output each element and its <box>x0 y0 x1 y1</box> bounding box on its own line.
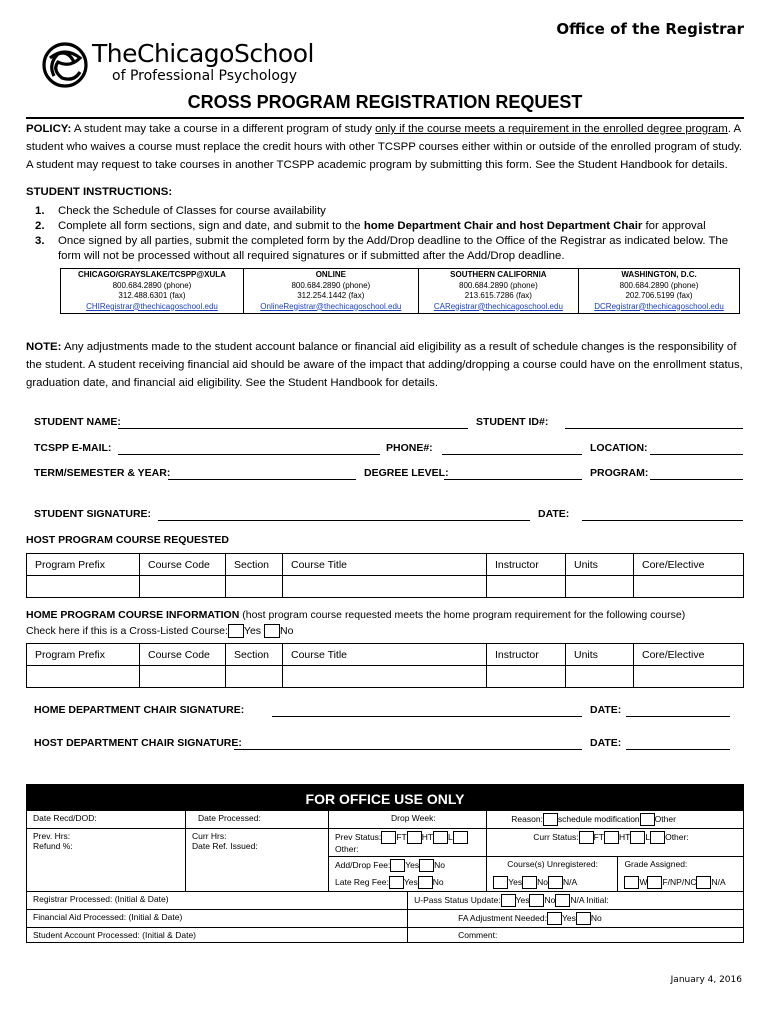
column-header: Course Title <box>283 644 487 666</box>
program-label: PROGRAM: <box>590 467 649 479</box>
date-recd-label: Date Recd/DOD: <box>33 813 97 823</box>
table-row <box>27 666 744 688</box>
form-title: CROSS PROGRAM REGISTRATION REQUEST <box>187 92 583 112</box>
contact-name: SOUTHERN CALIFORNIA <box>450 270 547 279</box>
prev-hrs-label: Prev. Hrs: <box>33 831 71 841</box>
crosslisted-no-label: No <box>279 624 294 637</box>
prev-ht-checkbox[interactable] <box>407 831 422 844</box>
email-label: TCSPP E-MAIL: <box>34 442 112 454</box>
curr-other-checkbox[interactable] <box>650 831 665 844</box>
upass-cell <box>408 892 744 910</box>
host-course-heading: HOST PROGRAM COURSE REQUESTED <box>26 534 230 546</box>
item-text-post: for approval <box>642 220 706 232</box>
email-field[interactable] <box>118 454 380 455</box>
location-field[interactable] <box>650 454 743 455</box>
upass-initial-label: Initial: <box>586 894 609 905</box>
home-course-subtext: (host program course requested meets the home program requirement for the following course) <box>239 609 686 621</box>
grade-assigned-label: Grade Assigned: <box>624 859 688 869</box>
footer-date: January 4, 2016 <box>670 975 742 985</box>
contact-southern-california <box>418 269 578 314</box>
upass-yes-checkbox[interactable] <box>501 894 516 907</box>
home-chair-date-field[interactable] <box>626 716 730 717</box>
student-id-field[interactable] <box>565 428 743 429</box>
phone-label: PHONE#: <box>386 442 433 454</box>
input-cell[interactable] <box>634 576 744 598</box>
contact-phone: 800.684.2890 (phone) <box>459 280 538 290</box>
office-title: Office of the Registrar <box>556 20 744 38</box>
unreg-na-label: N/A <box>563 876 578 887</box>
contact-email-link[interactable]: CARegistrar@thechicagoschool.edu <box>433 301 563 311</box>
comment-cell[interactable] <box>408 928 744 943</box>
schedule-mod-label: schedule modification <box>557 813 640 824</box>
item-number: 1. <box>35 205 45 217</box>
title-divider <box>26 117 744 119</box>
add-drop-yes-label: Yes <box>405 859 420 870</box>
curr-status-label: Curr Status: <box>533 831 579 842</box>
column-header: Instructor <box>487 644 566 666</box>
student-name-label: STUDENT NAME: <box>34 416 121 428</box>
unreg-no-checkbox[interactable] <box>522 876 537 889</box>
add-drop-no-checkbox[interactable] <box>419 859 434 872</box>
input-cell[interactable] <box>27 666 140 688</box>
crosslisted-no-checkbox[interactable] <box>264 624 280 638</box>
input-cell[interactable] <box>140 666 226 688</box>
column-header: Core/Elective <box>634 644 744 666</box>
home-course-table <box>26 643 744 688</box>
prev-ht-label: HT <box>421 831 434 842</box>
fa-processed-cell[interactable] <box>27 910 408 928</box>
unreg-no-label: No <box>537 876 548 887</box>
table-header-row <box>27 644 744 666</box>
contact-name: CHICAGO/GRAYSLAKE/TCSPP@XULA <box>77 270 226 279</box>
input-cell[interactable] <box>283 666 487 688</box>
add-drop-fee-label: Add/Drop Fee: <box>335 859 391 870</box>
note-label: NOTE: <box>26 341 62 353</box>
brand-name: TheChicagoSchool <box>92 39 314 68</box>
school-logo-icon <box>40 40 90 90</box>
instructions-heading: STUDENT INSTRUCTIONS: <box>26 186 173 198</box>
home-course-heading-line <box>26 609 685 621</box>
registrar-contacts-table <box>60 268 740 314</box>
upass-no-checkbox[interactable] <box>529 894 544 907</box>
contact-fax: 312.254.1442 (fax) <box>297 291 365 300</box>
input-cell[interactable] <box>283 576 487 598</box>
add-drop-no-label: No <box>434 859 446 870</box>
contact-online <box>243 269 418 314</box>
item-number: 2. <box>35 220 45 232</box>
curr-ft-checkbox[interactable] <box>579 831 594 844</box>
instructions-list <box>26 204 746 264</box>
curr-l-label: L <box>645 831 651 842</box>
note-paragraph <box>26 338 744 392</box>
host-chair-date-label: DATE: <box>590 737 622 749</box>
item-text <box>58 219 748 234</box>
column-header: Instructor <box>487 554 566 576</box>
brand-subtitle: of Professional Psychology <box>112 68 298 84</box>
contact-fax: 202.706.5199 (fax) <box>625 291 693 300</box>
late-reg-no-checkbox[interactable] <box>418 876 433 889</box>
column-header: Course Title <box>283 554 487 576</box>
input-cell[interactable] <box>566 666 634 688</box>
curr-hrs-date-ref-cell[interactable] <box>186 829 329 892</box>
upass-na-label: N/A <box>570 894 585 905</box>
phone-field[interactable] <box>442 454 582 455</box>
fa-yes-checkbox[interactable] <box>547 912 562 925</box>
home-chair-signature-field[interactable] <box>272 716 582 717</box>
prev-l-label: L <box>448 831 453 842</box>
host-chair-date-field[interactable] <box>626 749 730 750</box>
crosslisted-yes-label: Yes <box>243 624 262 637</box>
contact-email-link[interactable]: OnlineRegistrar@thechicagoschool.edu <box>260 301 402 311</box>
upass-na-checkbox[interactable] <box>555 894 570 907</box>
registrar-processed-label: Registrar Processed: (Initial & Date) <box>33 894 169 904</box>
fa-adjust-label: FA Adjustment Needed: <box>458 912 547 923</box>
student-name-field[interactable] <box>118 428 468 429</box>
grade-w-label: W <box>639 876 648 887</box>
item-text: Once signed by all parties, submit the completed form by the Add/Drop deadline to the Office of the Registrar as indicated below. The form will not be processed without all required signatures or if submitted after the Add/Drop deadline. <box>58 235 729 262</box>
contact-name: ONLINE <box>315 270 346 279</box>
column-header: Units <box>566 554 634 576</box>
student-signature-field[interactable] <box>158 520 530 521</box>
crosslisted-yes-checkbox[interactable] <box>228 624 244 638</box>
column-header: Course Code <box>140 554 226 576</box>
input-cell[interactable] <box>140 576 226 598</box>
column-header: Section <box>226 554 283 576</box>
fa-yes-label: Yes <box>561 912 576 923</box>
crosslisted-row <box>26 624 293 638</box>
column-header: Core/Elective <box>634 554 744 576</box>
column-header: Section <box>226 644 283 666</box>
prev-status-cell <box>329 829 487 857</box>
input-cell[interactable] <box>566 576 634 598</box>
contact-fax: 312.488.6301 (fax) <box>118 291 186 300</box>
host-chair-signature-field[interactable] <box>234 749 582 750</box>
input-cell[interactable] <box>226 666 283 688</box>
sa-processed-label: Student Account Processed: (Initial & Date) <box>33 930 197 940</box>
student-signature-label: STUDENT SIGNATURE: <box>34 508 152 520</box>
refund-label: Refund %: <box>33 841 73 851</box>
curr-other-label: Other: <box>665 831 689 842</box>
prev-other-checkbox[interactable] <box>453 831 468 844</box>
degree-label: DEGREE LEVEL: <box>364 467 449 479</box>
office-use-heading: FOR OFFICE USE ONLY <box>26 784 744 810</box>
column-header: Program Prefix <box>27 644 140 666</box>
upass-label: U-Pass Status Update: <box>414 894 501 905</box>
home-course-heading: HOME PROGRAM COURSE INFORMATION <box>26 609 240 621</box>
item-text-pre: Complete all form sections, sign and date, and submit to the <box>58 220 364 232</box>
contact-chicago <box>61 269 244 314</box>
input-cell[interactable] <box>226 576 283 598</box>
item-text: Check the Schedule of Classes for course availability <box>58 205 326 217</box>
column-header: Course Code <box>140 644 226 666</box>
table-header-row <box>27 554 744 576</box>
prev-status-label: Prev Status: <box>335 831 382 842</box>
contact-phone: 800.684.2890 (phone) <box>112 280 192 290</box>
other-checkbox[interactable] <box>640 813 655 826</box>
courses-unregistered-cell <box>487 857 618 875</box>
contact-email-link[interactable]: CHIRegistrar@thechicagoschool.edu <box>86 301 218 311</box>
grade-assigned-cell <box>618 857 744 875</box>
note-text: Any adjustments made to the student account balance or financial aid eligibility as a result of schedule changes is the responsibility of the student. A student receiving financial aid should be aware of the impact that adding/dropping a course could have on the enrollment status, graduation date, and financial aid eligibility. See the Student Handbook for details. <box>26 341 743 389</box>
reason-cell <box>487 811 744 829</box>
item-text-bold: home Department Chair and host Department Chair <box>363 220 643 232</box>
grade-na-checkbox[interactable] <box>696 876 711 889</box>
drop-week-label: Drop Week: <box>391 813 436 823</box>
curr-ht-label: HT <box>619 831 631 842</box>
registrar-processed-cell[interactable] <box>27 892 408 910</box>
column-header: Program Prefix <box>27 554 140 576</box>
fa-processed-label: Financial Aid Processed: (Initial & Date) <box>33 912 183 922</box>
prev-hrs-refund-cell[interactable] <box>27 829 186 892</box>
crosslisted-label: Check here if this is a Cross-Listed Course: <box>26 624 228 637</box>
date-field[interactable] <box>582 520 743 521</box>
comment-label: Comment: <box>458 930 498 940</box>
location-label: LOCATION: <box>590 442 648 454</box>
host-chair-signature-label: HOST DEPARTMENT CHAIR SIGNATURE: <box>34 737 242 749</box>
curr-hrs-label: Curr Hrs: <box>192 831 227 841</box>
curr-status-cell <box>487 829 744 857</box>
policy-label: POLICY: <box>26 123 72 135</box>
table-row <box>27 576 744 598</box>
student-id-label: STUDENT ID#: <box>476 416 549 428</box>
contact-email-link[interactable]: DCRegistrar@thechicagoschool.edu <box>594 301 724 311</box>
curr-l-checkbox[interactable] <box>630 831 645 844</box>
date-ref-label: Date Ref. Issued: <box>192 841 258 851</box>
input-cell[interactable] <box>634 666 744 688</box>
drop-week-cell[interactable] <box>329 811 487 829</box>
prev-ft-checkbox[interactable] <box>381 831 396 844</box>
policy-text-1: A student may take a course in a different program of study <box>71 123 376 135</box>
upass-no-label: No <box>544 894 556 905</box>
grade-fnpnc-label: F/NP/NC <box>662 876 697 887</box>
add-drop-yes-checkbox[interactable] <box>390 859 405 872</box>
input-cell[interactable] <box>27 576 140 598</box>
curr-ft-label: FT <box>593 831 604 842</box>
degree-field[interactable] <box>444 479 582 480</box>
late-reg-yes-checkbox[interactable] <box>389 876 404 889</box>
other-label: Other <box>654 813 676 824</box>
policy-underlined: only if the course meets a requirement in the enrolled degree program <box>375 123 728 135</box>
unreg-na-checkbox[interactable] <box>548 876 563 889</box>
unreg-yes-label: Yes <box>508 876 523 887</box>
term-field[interactable] <box>168 479 356 480</box>
curr-ht-checkbox[interactable] <box>604 831 619 844</box>
input-cell[interactable] <box>487 666 566 688</box>
sa-processed-cell[interactable] <box>27 928 408 943</box>
policy-paragraph <box>26 120 744 174</box>
policy-text-2: . A student who waives a course must replace the credit hours with other TCSPP courses either within or outside of the enrolled program of study. A student may request to take courses in another TCSPP academic program by submitting this form. See the Student Handbook for details. <box>26 123 743 171</box>
contact-washington-dc <box>579 269 740 314</box>
date-processed-label: Date Processed: <box>198 813 261 823</box>
late-reg-no-label: No <box>432 876 444 887</box>
grade-options-cell <box>618 874 744 892</box>
home-chair-signature-label: HOME DEPARTMENT CHAIR SIGNATURE: <box>34 704 245 716</box>
home-chair-date-label: DATE: <box>590 704 622 716</box>
upass-yes-label: Yes <box>515 894 530 905</box>
term-label: TERM/SEMESTER & YEAR: <box>34 467 171 479</box>
grade-na-label: N/A <box>711 876 726 887</box>
column-header: Units <box>566 644 634 666</box>
item-number: 3. <box>35 235 45 247</box>
office-use-table <box>26 810 744 943</box>
prev-ft-label: FT <box>396 831 407 842</box>
grade-w-checkbox[interactable] <box>624 876 639 889</box>
contact-phone: 800.684.2890 (phone) <box>619 280 699 290</box>
fa-no-checkbox[interactable] <box>576 912 591 925</box>
prev-l-checkbox[interactable] <box>433 831 448 844</box>
unreg-yes-checkbox[interactable] <box>493 876 508 889</box>
input-cell[interactable] <box>487 576 566 598</box>
contact-name: WASHINGTON, D.C. <box>621 270 697 279</box>
date-recd-cell[interactable] <box>27 811 186 829</box>
late-reg-fee-cell <box>329 874 487 892</box>
late-reg-fee-label: Late Reg Fee: <box>335 876 389 887</box>
late-reg-yes-label: Yes <box>403 876 418 887</box>
courses-unreg-options-cell <box>487 874 618 892</box>
date-processed-cell[interactable] <box>186 811 329 829</box>
program-field[interactable] <box>650 479 743 480</box>
host-course-table <box>26 553 744 598</box>
date-label: DATE: <box>538 508 570 520</box>
grade-fnpnc-checkbox[interactable] <box>647 876 662 889</box>
contact-phone: 800.684.2890 (phone) <box>291 280 371 290</box>
courses-unregistered-label: Course(s) Unregistered: <box>507 859 598 869</box>
fa-adjust-cell <box>408 910 744 928</box>
contact-fax: 213.615.7286 (fax) <box>464 291 532 300</box>
reason-label: Reason: <box>511 813 543 824</box>
add-drop-fee-cell <box>329 857 487 875</box>
prev-other-label: Other: <box>335 844 359 854</box>
fa-no-label: No <box>590 912 602 923</box>
schedule-mod-checkbox[interactable] <box>543 813 558 826</box>
